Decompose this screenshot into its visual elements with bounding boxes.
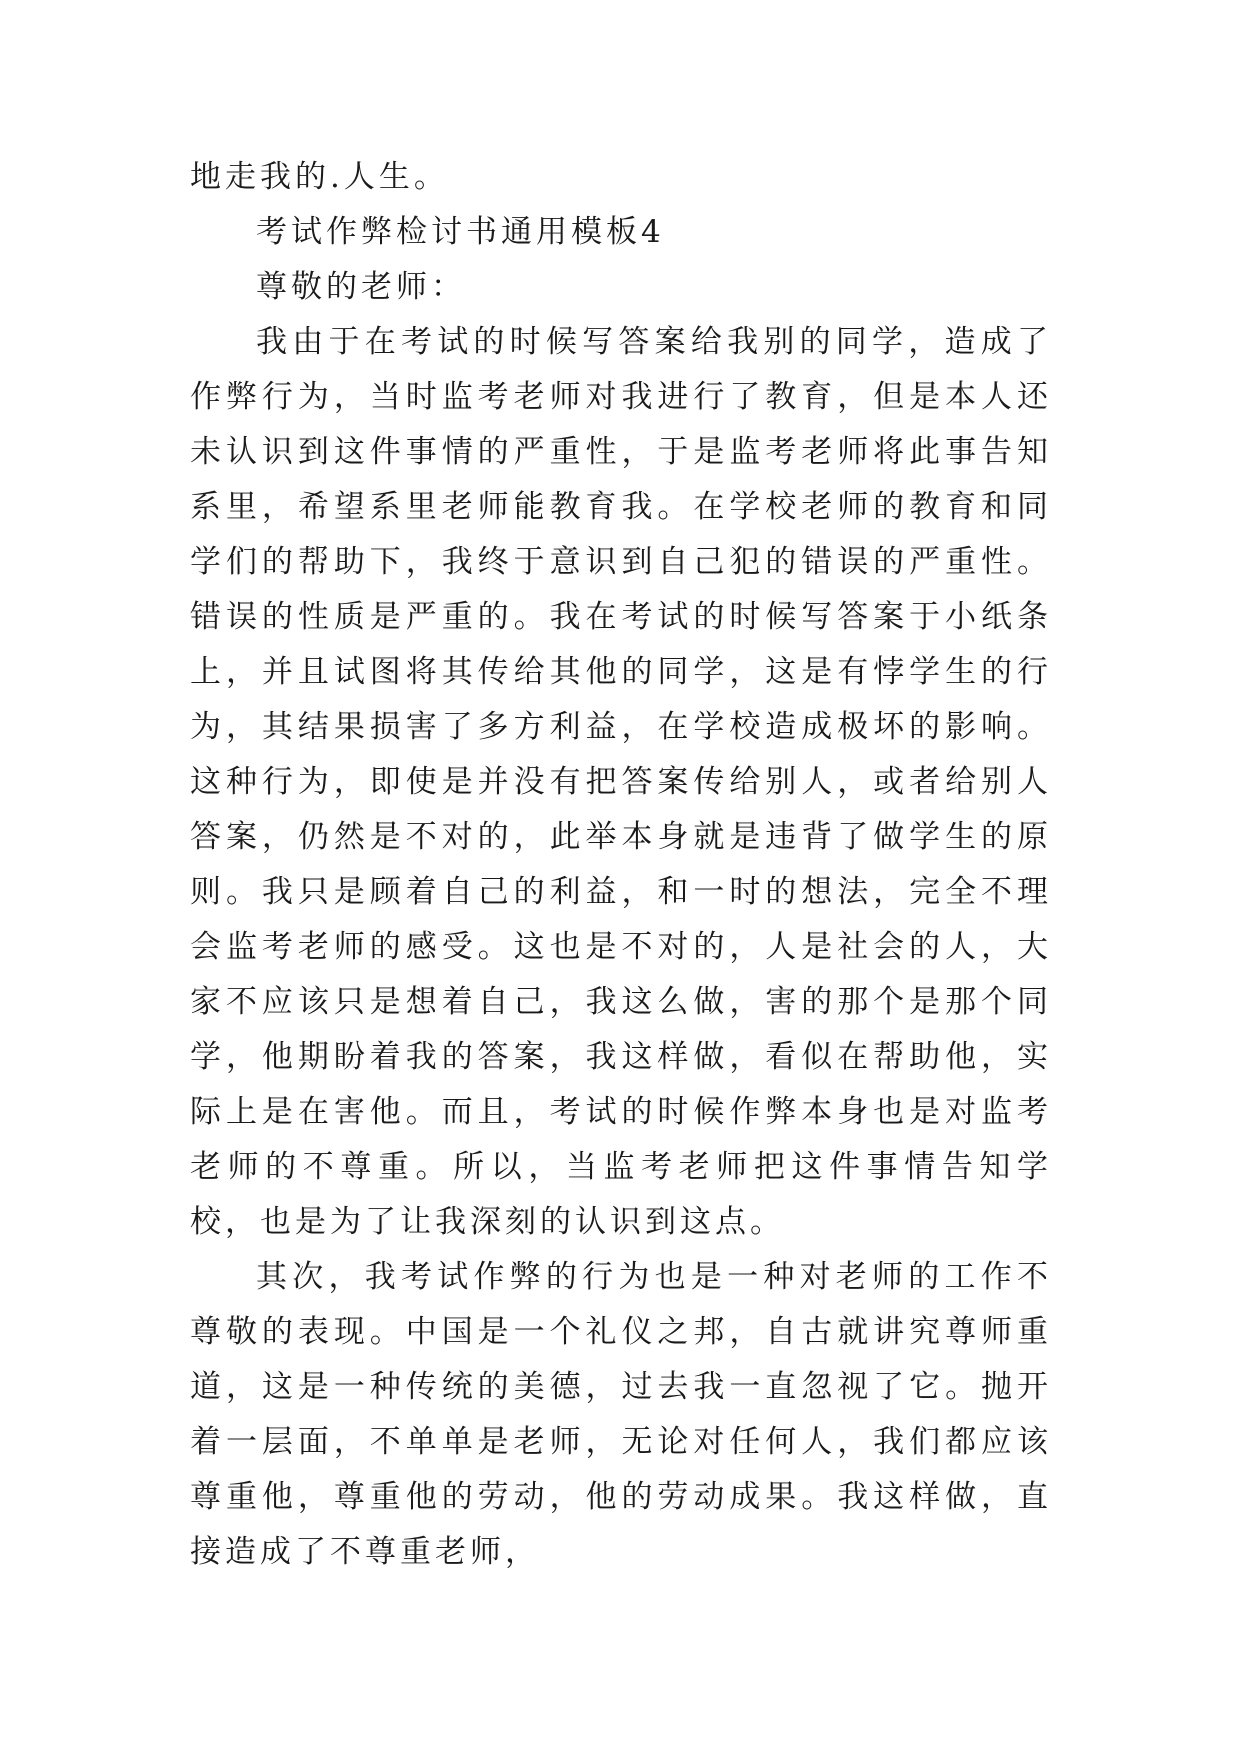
salutation: 尊敬的老师：	[256, 269, 466, 305]
document-body	[190, 150, 1052, 1580]
continuation-line: 地走我的.人生。	[190, 159, 449, 195]
section-heading: 考试作弊检讨书通用模板4	[256, 214, 665, 250]
body-paragraph: 我由于在考试的时候写答案给我别的同学，造成了作弊行为，当时监考老师对我进行了教育，但是本人还未认识到这件事情的严重性，于是监考老师将此事告知系里，希望系里老师能教育我。在学校老师的教育和同学们的帮助下，我终于意识到自己犯的错误的严重性。错误的性质是严重的。我在考试的时候写答案于小纸条上，并且试图将其传给其他的同学，这是有悖学生的行为，其结果损害了多方利益，在学校造成极坏的影响。这种行为，即使是并没有把答案传给别人，或者给别人答案，仍然是不对的，此举本身就是违背了做学生的原则。我只是顾着自己的利益，和一时的想法，完全不理会监考老师的感受。这也是不对的，人是社会的人，大家不应该只是想着自己，我这么做，害的那个是那个同学，他期盼着我的答案，我这样做，看似在帮助他，实际上是在害他。而且，考试的时候作弊本身也是对监考老师的不尊重。所以，当监考老师把这件事情告知学校，也是为了让我深刻的认识到这点。	[190, 324, 1052, 1240]
body-paragraph: 其次，我考试作弊的行为也是一种对老师的工作不尊敬的表现。中国是一个礼仪之邦，自古就讲究尊师重道，这是一种传统的美德，过去我一直忽视了它。抛开着一层面，不单单是老师，无论对任何人，我们都应该尊重他，尊重他的劳动，他的劳动成果。我这样做，直接造成了不尊重老师，	[190, 1259, 1052, 1570]
